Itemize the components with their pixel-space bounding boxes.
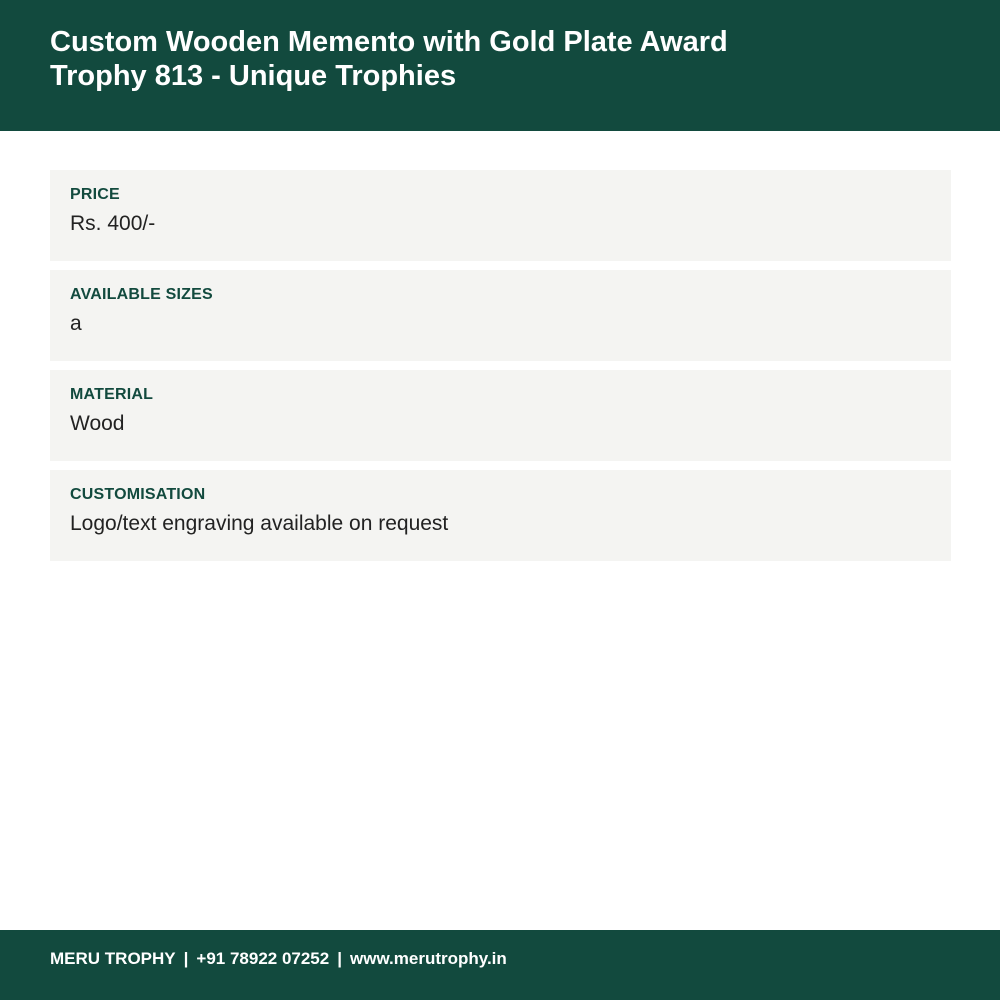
spec-card-sizes: [50, 270, 951, 361]
spec-value-sizes: a: [70, 312, 82, 335]
spec-card-material: [50, 370, 951, 461]
footer-phone: +91 78922 07252: [196, 949, 330, 968]
spec-value-material: Wood: [70, 412, 125, 435]
spec-list: [50, 170, 951, 570]
footer-bar: [0, 930, 1000, 1000]
spec-label-sizes: AVAILABLE SIZES: [70, 286, 213, 303]
header-bar: [0, 0, 1000, 131]
spec-label-material: MATERIAL: [70, 386, 154, 403]
footer-separator: |: [183, 949, 189, 968]
spec-card-customisation: [50, 470, 951, 561]
page-title: Custom Wooden Memento with Gold Plate Award Trophy 813 - Unique Trophies: [50, 26, 728, 92]
spec-label-price: PRICE: [70, 186, 120, 203]
footer-contact-line: [50, 949, 507, 969]
footer-brand: MERU TROPHY: [50, 949, 176, 968]
spec-value-customisation: Logo/text engraving available on request: [70, 512, 449, 535]
spec-label-customisation: CUSTOMISATION: [70, 486, 206, 503]
spec-value-price: Rs. 400/-: [70, 212, 156, 235]
spec-card-price: [50, 170, 951, 261]
footer-website: www.merutrophy.in: [350, 949, 507, 968]
footer-separator: |: [337, 949, 342, 968]
